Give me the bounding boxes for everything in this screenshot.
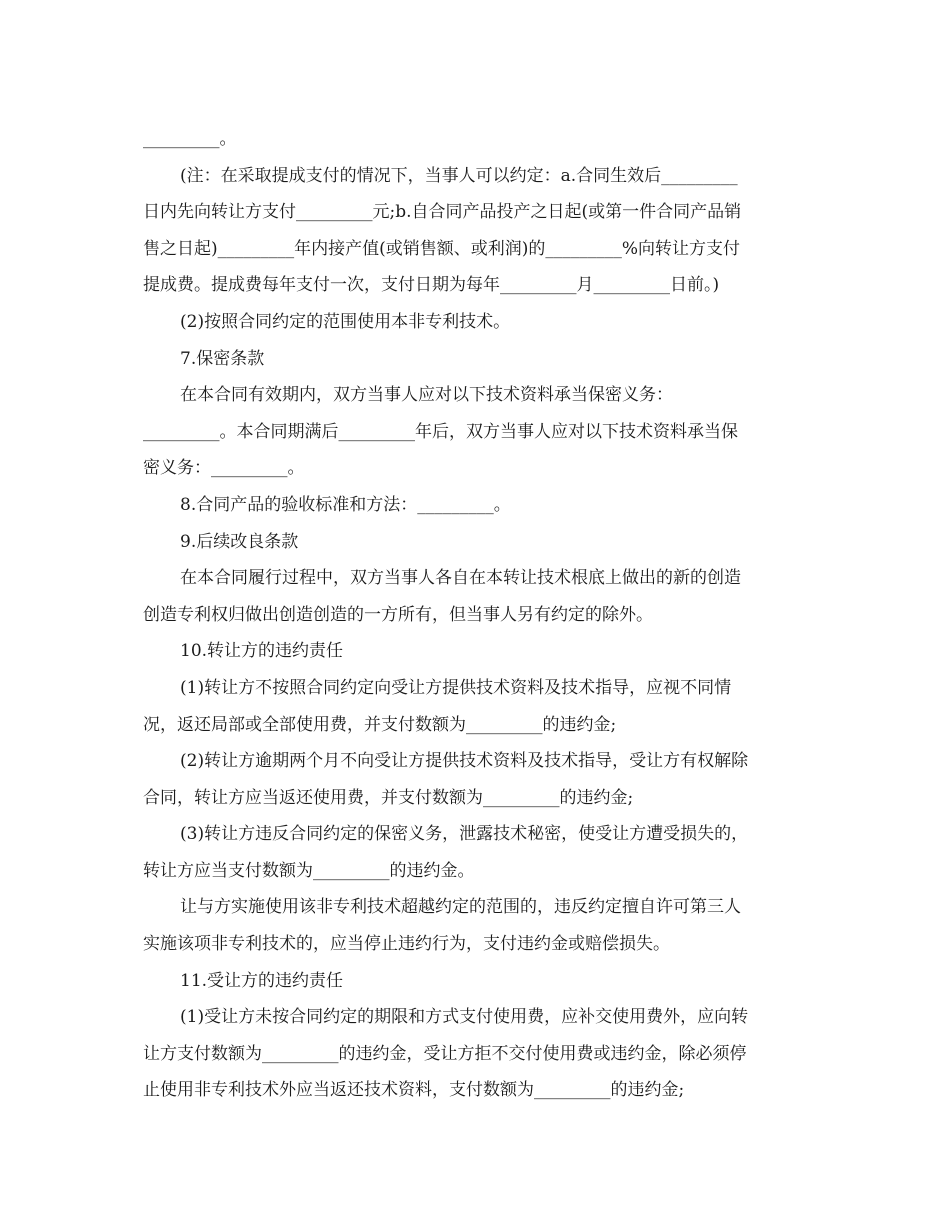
text-line: _________。本合同期满后_________年后，双方当事人应对以下技术资料承当保 [143, 421, 738, 442]
text-line: (1)受让方未按合同约定的期限和方式支付使用费，应补交使用费外，应向转 [180, 1007, 749, 1028]
text-line: (注：在采取提成支付的情况下，当事人可以约定：a.合同生效后_________ [180, 165, 738, 186]
text-line: 在本合同有效期内，双方当事人应对以下技术资料承当保密义务： [180, 385, 673, 406]
text-line: 9.后续改良条款 [180, 531, 299, 552]
text-line: (1)转让方不按照合同约定向受让方提供技术资料及技术指导，应视不同情 [180, 677, 732, 698]
text-line: 转让方应当支付数额为_________的违约金。 [143, 860, 475, 881]
text-line: (2)转让方逾期两个月不向受让方提供技术资料及技术指导，受让方有权解除 [180, 751, 749, 772]
document-body [143, 121, 808, 1109]
text-line: 让与方实施使用该非专利技术超越约定的范围的，违反约定擅自许可第三人 [180, 897, 741, 918]
text-line: 止使用非专利技术外应当返还技术资料，支付数额为_________的违约金; [143, 1080, 685, 1101]
text-line: 让方支付数额为_________的违约金，受让方拒不交付使用费或违约金，除必须停 [143, 1043, 747, 1064]
text-line: 在本合同履行过程中，双方当事人各自在本转让技术根底上做出的新的创造 [180, 568, 741, 589]
text-line: 密义务：_________。 [143, 458, 305, 479]
text-line: 提成费。提成费每年支付一次，支付日期为每年_________月_________日前。) [143, 275, 720, 296]
text-line: 创造专利权归做出创造创造的一方所有，但当事人另有约定的除外。 [143, 604, 653, 625]
text-line: (3)转让方违反合同约定的保密义务，泄露技术秘密，使受让方遭受损失的， [180, 824, 749, 845]
text-line: _________。 [143, 129, 237, 149]
text-line: 日内先向转让方支付_________元;b.自合同产品投产之日起(或第一件合同产品销 [143, 202, 742, 223]
text-line: 况，返还局部或全部使用费，并支付数额为_________的违约金; [143, 714, 617, 735]
text-line: 售之日起)_________年内接产值(或销售额、或利润)的_________%向转让方支付 [143, 238, 741, 259]
text-line: 7.保密条款 [180, 348, 265, 369]
text-line: 8.合同产品的验收标准和方法：_________。 [180, 494, 511, 515]
text-line: 合同，转让方应当返还使用费，并支付数额为_________的违约金; [143, 787, 634, 808]
text-line: 10.转让方的违约责任 [180, 641, 344, 662]
text-line: 11.受让方的违约责任 [180, 970, 344, 991]
text-line: 实施该项非专利技术的，应当停止违约行为，支付违约金或赔偿损失。 [143, 934, 670, 955]
text-line: (2)按照合同约定的范围使用本非专利技术。 [180, 311, 511, 332]
